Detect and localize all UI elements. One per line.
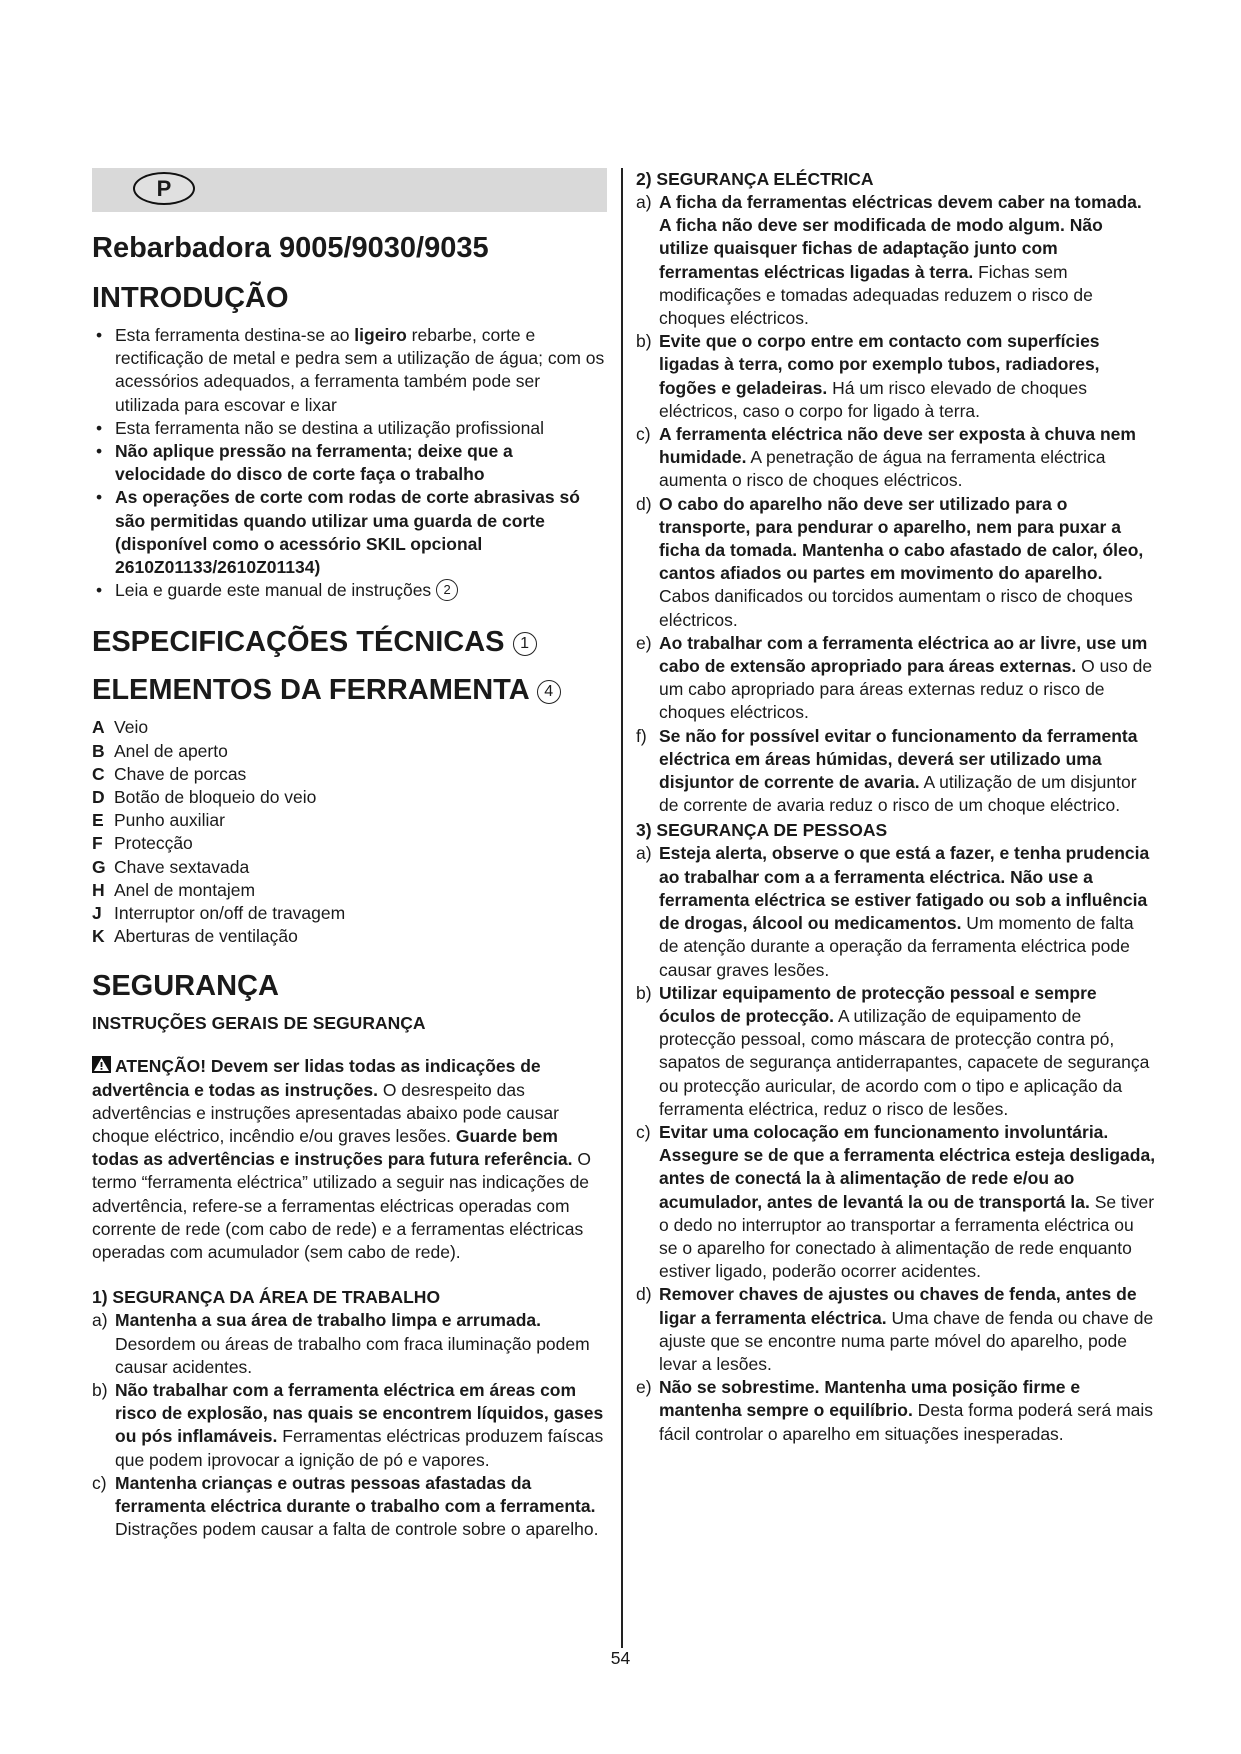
elec-item-a: a) A ficha da ferramentas eléctricas devem caber na tomada. A ficha não deve ser modificada de modo algum. Não utilize quaisquer fichas de adaptação junto com ferramentas eléctricas ligadas à terra. Fichas sem modificações e tomadas adequadas reduzem o risco de choques eléctricos.	[636, 192, 1142, 329]
people-item-a: a) Esteja alerta, observe o que está a fazer, e tenha prudencia ao trabalhar com a a ferramenta eléctrica. Não use a ferramenta eléctrica se estiver fatigado ou sob a influência de drogas, álcool ou medicamentos. Um momento de falta de atenção durante a operação da ferramenta eléctrica pode causar graves lesões.	[636, 843, 1150, 980]
figure-ref-4: 4	[537, 680, 561, 704]
language-bar	[92, 168, 607, 212]
intro-bullet-5: • Leia e guarde este manual de instruções 2	[92, 579, 607, 602]
safety-heading: SEGURANÇA	[92, 970, 279, 1003]
work-item-c: c) Mantenha crianças e outras pessoas afastadas da ferramenta eléctrica durante o trabalho com a ferramenta. Distrações podem causar a falta de controle sobre o aparelho.	[92, 1472, 599, 1540]
people-item-c: c) Evitar uma colocação em funcionamento involuntária. Assegure se de que a ferramenta eléctrica esteja desligada, antes de conectá la à alimentação de rede e/ou ao acumulador, antes de levantá la ou de transportá la. Se tiver o dedo no interruptor ao transportar a ferramenta eléctrica ou se o aparelho for conectado à alimentação de rede enquanto estiver ligado, poderão ocorrer acidentes.	[636, 1121, 1156, 1282]
part-item: J Interruptor on/off de travagem	[92, 903, 346, 924]
elec-item-e: e) Ao trabalhar com a ferramenta eléctrica ao ar livre, use um cabo de extensão apropriado para áreas externas. O uso de um cabo apropriado para áreas externas reduz o risco de choques eléctricos.	[636, 632, 1153, 723]
right-column	[636, 168, 1156, 1446]
part-item: C Chave de porcas	[92, 763, 247, 784]
work-area-heading: 1) SEGURANÇA DA ÁREA DE TRABALHO	[92, 1287, 441, 1308]
part-item: K Aberturas de ventilação	[92, 926, 298, 947]
intro-bullet-3: • Não aplique pressão na ferramenta; deixe que a velocidade do disco de corte faça o trabalho	[92, 440, 607, 486]
electrical-safety-heading: 2) SEGURANÇA ELÉCTRICA	[636, 169, 874, 189]
left-column	[92, 168, 607, 1541]
column-divider	[621, 168, 623, 1648]
product-title: Rebarbadora 9005/9030/9035	[92, 232, 489, 264]
figure-ref-1: 1	[513, 632, 537, 656]
part-item: E Punho auxiliar	[92, 810, 225, 831]
people-item-b: b) Utilizar equipamento de protecção pessoal e sempre óculos de protecção. A utilização de equipamento de protecção pessoal, como máscara de protecção contra pó, sapatos de segurança antiderrapantes, capacete de segurança ou protecção auricular, de acordo com o tipo e aplicação da ferramenta eléctrica, reduz o risco de lesões.	[636, 982, 1150, 1119]
elec-item-c: c) A ferramenta eléctrica não deve ser exposta à chuva nem humidade. A penetração de água na ferramenta eléctrica aumenta o risco de choques eléctricos.	[636, 424, 1136, 491]
warning-triangle-icon	[92, 1056, 111, 1073]
elements-heading: ELEMENTOS DA FERRAMENTA 4	[92, 672, 607, 708]
part-item: B Anel de aperto	[92, 740, 228, 761]
language-code-badge: P	[133, 172, 195, 205]
parts-list	[92, 716, 607, 948]
general-safety-heading: INSTRUÇÕES GERAIS DE SEGURANÇA	[92, 1013, 426, 1034]
people-item-d: d) Remover chaves de ajustes ou chaves de fenda, antes de ligar a ferramenta eléctrica. Uma chave de fenda ou chave de ajuste que se encontre numa parte móvel do aparelho, pode levar a lesões.	[636, 1284, 1154, 1374]
page-number: 54	[610, 1648, 631, 1668]
intro-bullet-1: • Esta ferramenta destina-se ao ligeiro rebarbe, corte e rectificação de metal e pedra sem a utilização de água; com os acessórios adequados, a ferramenta também pode ser utilizada para escovar e lixar	[92, 324, 607, 417]
elec-item-d: d) O cabo do aparelho não deve ser utilizado para o transporte, para pendurar o aparelho, nem para puxar a ficha da tomada. Mantenha o cabo afastado de calor, óleo, cantos afiados ou partes em movimento do aparelho. Cabos danificados ou torcidos aumentam o risco de choques eléctricos.	[636, 493, 1144, 630]
part-item: H Anel de montajem	[92, 879, 256, 900]
spec-heading: ESPECIFICAÇÕES TÉCNICAS 1	[92, 624, 607, 660]
intro-bullet-2: • Esta ferramenta não se destina a utilização profissional	[92, 417, 607, 440]
part-item: D Botão de bloqueio do veio	[92, 787, 317, 808]
intro-heading: INTRODUÇÃO	[92, 282, 289, 314]
intro-bullet-4: • As operações de corte com rodas de corte abrasivas só são permitidas quando utilizar uma guarda de corte (disponível como o acessório SKIL opcional 2610Z01133/2610Z01134)	[92, 486, 607, 579]
work-item-a: a) Mantenha a sua área de trabalho limpa e arrumada. Desordem ou áreas de trabalho com fraca iluminação podem causar acidentes.	[92, 1310, 590, 1377]
intro-list	[92, 324, 607, 602]
warning-paragraph: ATENÇÃO! Devem ser lidas todas as indicações de advertência e todas as instruções. O desrespeito das advertências e instruções apresentadas abaixo pode causar choque eléctrico, incêndio e/ou graves lesões. Guarde bem todas as advertências e instruções para futura referência. O termo “ferramenta eléctrica” utilizado a seguir nas indicações de advertência, refere-se a ferramentas eléctricas operadas com corrente de rede (com cabo de rede) e a ferramentas eléctricas operadas com acumulador (sem cabo de rede).	[92, 1056, 591, 1263]
part-item: G Chave sextavada	[92, 856, 250, 877]
part-item: F Protecção	[92, 833, 193, 854]
figure-ref-2: 2	[436, 579, 458, 601]
part-item: A Veio	[92, 717, 149, 738]
people-item-e: e) Não se sobrestime. Mantenha uma posição firme e mantenha sempre o equilíbrio. Desta forma poderá será mais fácil controlar o aparelho em situações inesperadas.	[636, 1377, 1154, 1444]
elec-item-b: b) Evite que o corpo entre em contacto com superfícies ligadas à terra, como por exemplo tubos, radiadores, fogões e geladeiras. Há um risco elevado de choques eléctricos, caso o corpo for ligado à terra.	[636, 331, 1100, 421]
work-item-b: b) Não trabalhar com a ferramenta eléctrica em áreas com risco de explosão, nas quais se encontrem líquidos, gases ou pós inflamáveis. Ferramentas eléctricas produzem faíscas que podem iprovocar a ignição de pó e vapores.	[92, 1379, 604, 1470]
people-safety-heading: 3) SEGURANÇA DE PESSOAS	[636, 820, 888, 841]
elec-item-f: f) Se não for possível evitar o funcionamento da ferramenta eléctrica em áreas húmidas, deverá ser utilizado uma disjuntor de corrente de avaria. A utilização de um disjuntor de corrente de avaria reduz o risco de um choque eléctrico.	[636, 725, 1138, 816]
